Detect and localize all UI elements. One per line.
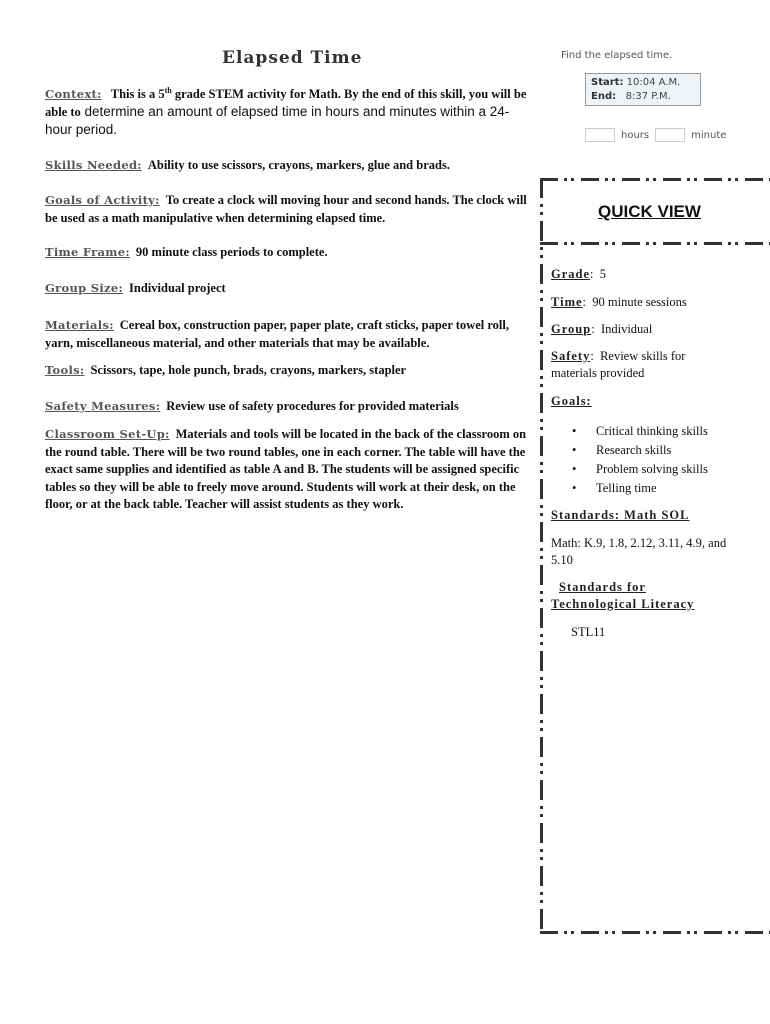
context-label: Context: [45, 87, 102, 102]
timeframe-section: Time Frame: 90 minute class periods to complete. [45, 245, 328, 259]
panel-title-divider [540, 242, 770, 245]
list-item: • Problem solving skills [596, 460, 708, 479]
qv-safety: Safety: Review skills for materials provided [551, 349, 686, 380]
goals-section: Goals of Activity: To create a clock will moving hour and second hands. The clock will be used as a math manipulative when determining elapsed time. [45, 193, 527, 225]
qv-goals-label: Goals: [551, 394, 592, 408]
qv-tech-value: STL11 [571, 625, 606, 639]
quick-view-panel [540, 178, 770, 934]
materials-section: Materials: Cereal box, construction paper, paper plate, craft sticks, paper towel roll, yarn, miscellaneous material, and other materials that may be available. [45, 318, 509, 350]
qv-goals-list [551, 422, 708, 498]
panel-bottom-border [540, 931, 770, 934]
hours-input [585, 128, 615, 142]
list-item: • Telling time [596, 479, 708, 498]
qv-group: Group: Individual [551, 322, 653, 336]
qv-grade: Grade: 5 [551, 267, 607, 281]
qv-tech-label: Standards for Technological Literacy [551, 580, 695, 611]
group-section: Group Size: Individual project [45, 281, 226, 295]
minutes-input [655, 128, 685, 142]
list-item: • Research skills [596, 441, 708, 460]
quick-view-title: QUICK VIEW [598, 202, 701, 221]
tools-section: Tools: Scissors, tape, hole punch, brads, crayons, markers, stapler [45, 363, 407, 377]
example-prompt: Find the elapsed time. [561, 50, 673, 61]
panel-left-border [540, 178, 543, 934]
skills-section: Skills Needed: Ability to use scissors, crayons, markers, glue and brads. [45, 158, 450, 172]
elapsed-time-example-image [548, 44, 770, 144]
list-item: • Critical thinking skills [596, 422, 708, 441]
qv-standards-label: Standards: Math SOL [551, 508, 690, 522]
example-times-box: Start: 10:04 A.M. End: 8:37 P.M. [585, 73, 701, 106]
safety-section: Safety Measures: Review use of safety procedures for provided materials [45, 399, 459, 413]
context-section: Context: This is a 5th grade STEM activity for Math. By the end of this skill, you will be able to determine an amount of elapsed time in hours and minutes within a 24-hour period. [45, 86, 527, 138]
qv-time: Time: 90 minute sessions [551, 295, 687, 309]
panel-top-border [540, 178, 770, 181]
page-title: Elapsed Time [222, 48, 363, 68]
qv-standards-text: Math: K.9, 1.8, 2.12, 3.11, 4.9, and 5.10 [551, 536, 727, 567]
setup-section: Classroom Set-Up: Materials and tools will be located in the back of the classroom on the round table. There will be two round tables, one in each corner. The table will have the exact same supplies and identified as table A and B. The students will be assigned specific tables so they will be able to freely move around. Students will work at their desk, on the floor, or at the back table. Teacher will assist students as they work. [45, 427, 527, 511]
example-answer-row: hours minute [585, 128, 726, 142]
